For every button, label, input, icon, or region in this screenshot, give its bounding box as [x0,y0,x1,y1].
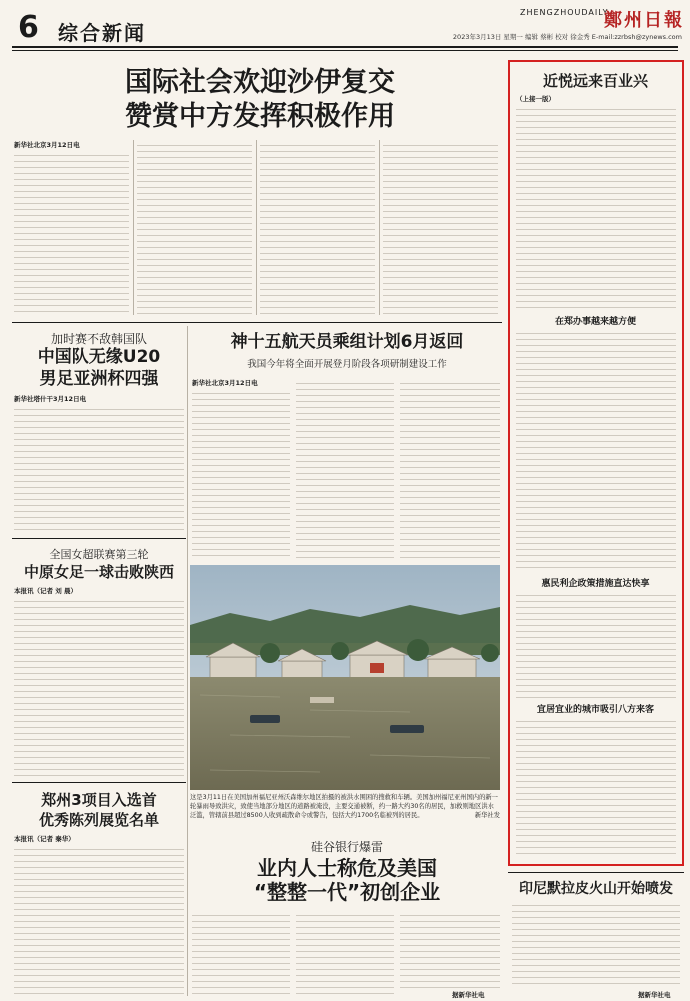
photo-caption-text: 这是3月11日在美国加州福尼亚州沃森维尔地区拍摄的被洪水围困的搜救和车辆。美国加州福尼亚州国内的新一轮暴雨导致洪灾，致使当地部分地区的道路被淹没，主要交通被断，约一路大约30名的居民，加救则地区洪水泛滥，管辖前县超过8500人收到疏散命令或警告，包括大约1700名临被列的居民。 [190,794,498,819]
top-story-column-3 [260,140,375,315]
section-rule [508,872,684,873]
sidebar-body-1 [516,104,676,310]
svb-byline: 据新华社电 [452,991,485,999]
masthead [0,0,690,60]
sidebar-title: 近悦远来百业兴 [542,72,648,90]
flood-photo-image [190,565,500,790]
svb-kicker: 硅谷银行爆雷 [310,840,383,854]
shenzhou-column-2 [296,378,394,558]
wcba-byline: 本报讯（记者 刘 晨） [14,587,78,595]
museum-byline: 本报讯（记者 秦华） [14,835,75,843]
shenzhou-column-1 [192,388,290,558]
section-rule [12,538,186,539]
sidebar-subhead-3: 宜居宜业的城市吸引八方来客 [536,705,654,715]
column-divider [256,140,257,315]
column-divider [187,326,188,996]
top-story-column-1 [14,150,129,315]
shenzhou-byline: 新华社北京3月12日电 [192,379,258,387]
svb-column-3 [400,910,500,988]
top-story-headline-1: 国际社会欢迎沙伊复交 [125,67,395,98]
u20-kicker: 加时赛不敌韩国队 [50,332,147,346]
svb-headline-2: “整整一代”初创企业 [253,880,441,904]
shenzhou-column-3 [400,378,500,558]
wcba-body [14,596,184,776]
page-number: 6 [18,10,39,45]
sidebar-byline: （上接一版） [516,95,555,103]
museum-body [14,844,184,994]
shenzhou-deck: 我国今年将全面开展登月阶段各项研制建设工作 [247,359,447,370]
photo-credit: 新华社发 [474,812,500,819]
date-line: 2023年3月13日 星期一 编辑 蔡彬 校对 徐金秀 E-mail:zzrbsh@zynews.com [452,33,682,41]
indonesia-body [512,900,680,986]
section-rule [12,322,502,323]
top-story-column-4 [383,140,498,315]
column-divider [379,140,380,315]
u20-body [14,404,184,530]
top-story-column-2 [137,140,252,315]
svb-column-1 [192,910,290,996]
sidebar-subhead-2: 惠民利企政策措施直达快享 [541,579,650,589]
section-rule [12,782,186,783]
sidebar-story [508,60,684,866]
column-divider [133,140,134,315]
paper-logo: 鄭州日報 [604,10,684,31]
sidebar-body-2 [516,328,676,572]
section-title: 综合新闻 [58,21,146,45]
wcba-kicker: 全国女超联赛第三轮 [49,548,149,561]
svb-column-2 [296,910,394,996]
indonesia-headline: 印尼默拉皮火山开始喷发 [519,881,673,897]
u20-headline-1: 中国队无缘U20 [37,347,161,367]
paper-name-english: ZHENGZHOUDAILY [520,8,609,17]
flood-photo [190,565,500,830]
sidebar-body-4 [516,716,676,856]
u20-byline: 新华社塔什干3月12日电 [14,395,87,403]
u20-headline-2: 男足亚洲杯四强 [39,369,159,389]
masthead-rule [12,46,678,48]
indonesia-byline: 据新华社电 [638,991,671,999]
wcba-headline: 中原女足一球击败陕西 [23,563,174,581]
museum-headline-2: 优秀陈列展览名单 [38,811,159,829]
sidebar-body-3 [516,590,676,698]
museum-headline-1: 郑州3项目入选首 [41,791,157,809]
photo-caption [190,793,500,820]
top-story-headline-2: 赞赏中方发挥积极作用 [125,101,395,132]
top-story-byline: 新华社北京3月12日电 [14,141,80,149]
svb-headline-1: 业内人士称危及美国 [257,856,437,880]
shenzhou-headline: 神十五航天员乘组计划6月返回 [230,332,464,352]
sidebar-subhead-1: 在郑办事越来越方便 [554,317,636,327]
masthead-rule-thin [12,50,678,51]
